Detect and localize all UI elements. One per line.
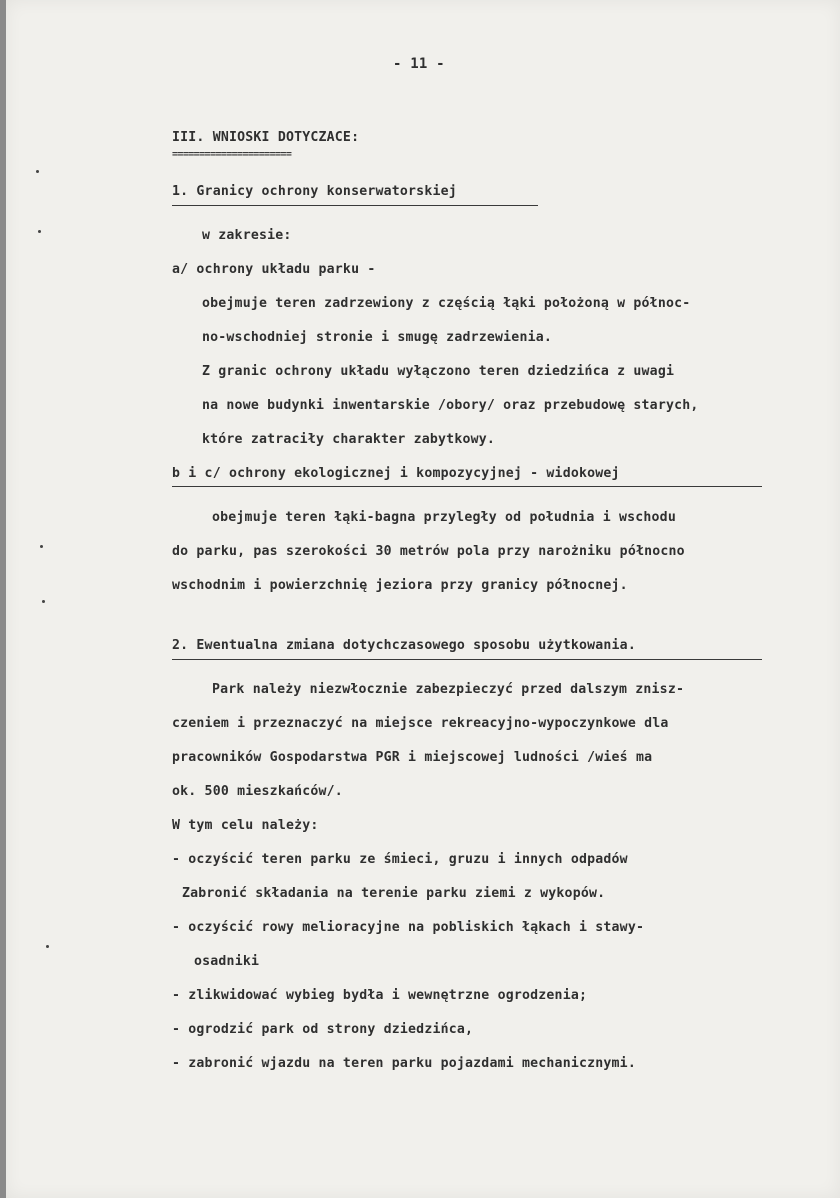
list-item: - ogrodzić park od strony dziedzińca,	[172, 1022, 474, 1037]
list-item: - oczyścić teren parku ze śmieci, gruzu i innych odpadów	[172, 852, 628, 867]
section2-underline	[172, 659, 762, 660]
section1-underline	[172, 205, 538, 206]
text-line: a/ ochrony układu parku -	[172, 262, 376, 277]
page-number: - 11 -	[393, 56, 445, 72]
text-line: obejmuje teren łąki-bagna przyległy od południa i wschodu	[212, 510, 676, 525]
text-line: w zakresie:	[202, 228, 292, 243]
heading-double-underline: ======================	[172, 149, 292, 160]
section1-title: 1. Granicy ochrony konserwatorskiej	[172, 184, 457, 199]
subsection-bc-title: b i c/ ochrony ekologicznej i kompozycyjnej - widokowej	[172, 466, 620, 481]
list-item: - zabronić wjazdu na teren parku pojazdami mechanicznymi.	[172, 1056, 636, 1071]
text-line: ok. 500 mieszkańców/.	[172, 784, 343, 799]
list-item: - oczyścić rowy melioracyjne na pobliskich łąkach i stawy-	[172, 920, 645, 935]
text-line: W tym celu należy:	[172, 818, 319, 833]
margin-speck	[40, 545, 43, 548]
list-item: - zlikwidować wybieg bydła i wewnętrzne ogrodzenia;	[172, 988, 588, 1003]
margin-speck	[38, 230, 41, 233]
text-line: obejmuje teren zadrzewiony z częścią łąki położoną w północ-	[202, 296, 691, 311]
text-line: wschodnim i powierzchnię jeziora przy granicy północnej.	[172, 578, 628, 593]
subsection-bc-underline	[172, 486, 762, 487]
text-line: do parku, pas szerokości 30 metrów pola przy narożniku północno	[172, 544, 685, 559]
margin-speck	[36, 170, 39, 173]
text-line: Park należy niezwłocznie zabezpieczyć przed dalszym znisz-	[212, 682, 685, 697]
text-line: Zabronić składania na terenie parku ziemi z wykopów.	[182, 886, 606, 901]
text-line: pracowników Gospodarstwa PGR i miejscowej ludności /wieś ma	[172, 750, 653, 765]
document-page	[6, 0, 840, 1198]
margin-speck	[46, 945, 49, 948]
section2-title: 2. Ewentualna zmiana dotychczasowego sposobu użytkowania.	[172, 638, 636, 653]
text-line: na nowe budynki inwentarskie /obory/ oraz przebudowę starych,	[202, 398, 699, 413]
text-line: no-wschodniej stronie i smugę zadrzewienia.	[202, 330, 553, 345]
margin-speck	[42, 600, 45, 603]
text-line: które zatraciły charakter zabytkowy.	[202, 432, 496, 447]
text-line: Z granic ochrony układu wyłączono teren dziedzińca z uwagi	[202, 364, 675, 379]
section-heading: III. WNIOSKI DOTYCZACE:	[172, 130, 360, 145]
text-line: osadniki	[194, 954, 260, 969]
text-line: czeniem i przeznaczyć na miejsce rekreacyjno-wypoczynkowe dla	[172, 716, 669, 731]
